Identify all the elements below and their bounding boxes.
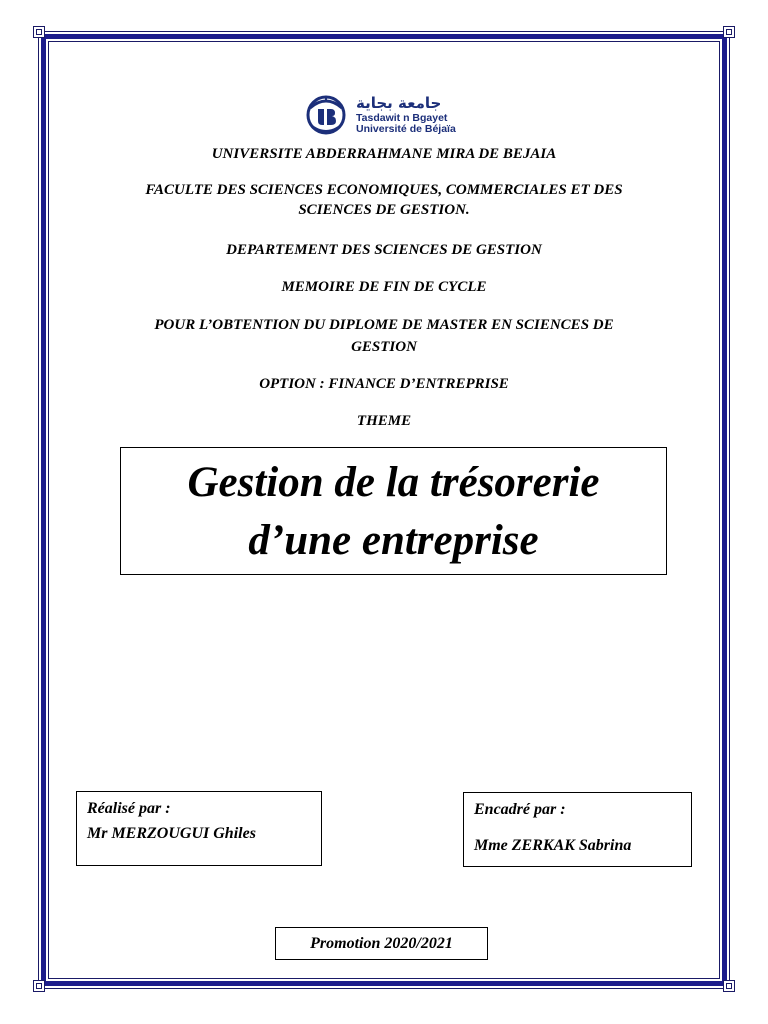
option-label: OPTION : FINANCE D’ENTREPRISE bbox=[259, 376, 509, 392]
promotion-box bbox=[275, 927, 488, 960]
thesis-title-line-1: Gestion de la trésorerie bbox=[187, 459, 600, 506]
thesis-title-box bbox=[120, 447, 667, 575]
faculty-name-line-1: FACULTE DES SCIENCES ECONOMIQUES, COMMERCIALES ET DES bbox=[145, 182, 623, 198]
university-emblem-icon bbox=[304, 94, 348, 136]
logo-text-french: Université de Béjaïa bbox=[356, 123, 456, 135]
thesis-title-line-2: d’une entreprise bbox=[248, 517, 539, 564]
author-label: Réalisé par : bbox=[87, 800, 171, 817]
diploma-line-1: POUR L’OBTENTION DU DIPLOME DE MASTER EN SCIENCES DE bbox=[154, 317, 614, 333]
promotion-text: Promotion 2020/2021 bbox=[310, 935, 453, 952]
logo-arabic-text: جامعة بجاية bbox=[356, 94, 442, 112]
supervisor-label: Encadré par : bbox=[474, 801, 566, 818]
supervisor-box bbox=[463, 792, 692, 867]
department-name: DEPARTEMENT DES SCIENCES DE GESTION bbox=[226, 242, 542, 258]
supervisor-name: Mme ZERKAK Sabrina bbox=[474, 837, 632, 854]
diploma-line-2: GESTION bbox=[351, 339, 417, 355]
corner-ornament bbox=[723, 980, 735, 992]
memoire-label: MEMOIRE DE FIN DE CYCLE bbox=[281, 279, 487, 295]
corner-ornament bbox=[33, 26, 45, 38]
corner-ornament bbox=[33, 980, 45, 992]
theme-label: THEME bbox=[356, 413, 412, 429]
author-name: Mr MERZOUGUI Ghiles bbox=[87, 825, 256, 842]
faculty-name-line-2: SCIENCES DE GESTION. bbox=[298, 202, 470, 218]
logo-text-kabyle: Tasdawit n Bgayet bbox=[356, 112, 448, 124]
author-box bbox=[76, 791, 322, 866]
university-logo bbox=[304, 94, 474, 136]
university-name: UNIVERSITE ABDERRAHMANE MIRA DE BEJAIA bbox=[211, 146, 557, 162]
corner-ornament bbox=[723, 26, 735, 38]
